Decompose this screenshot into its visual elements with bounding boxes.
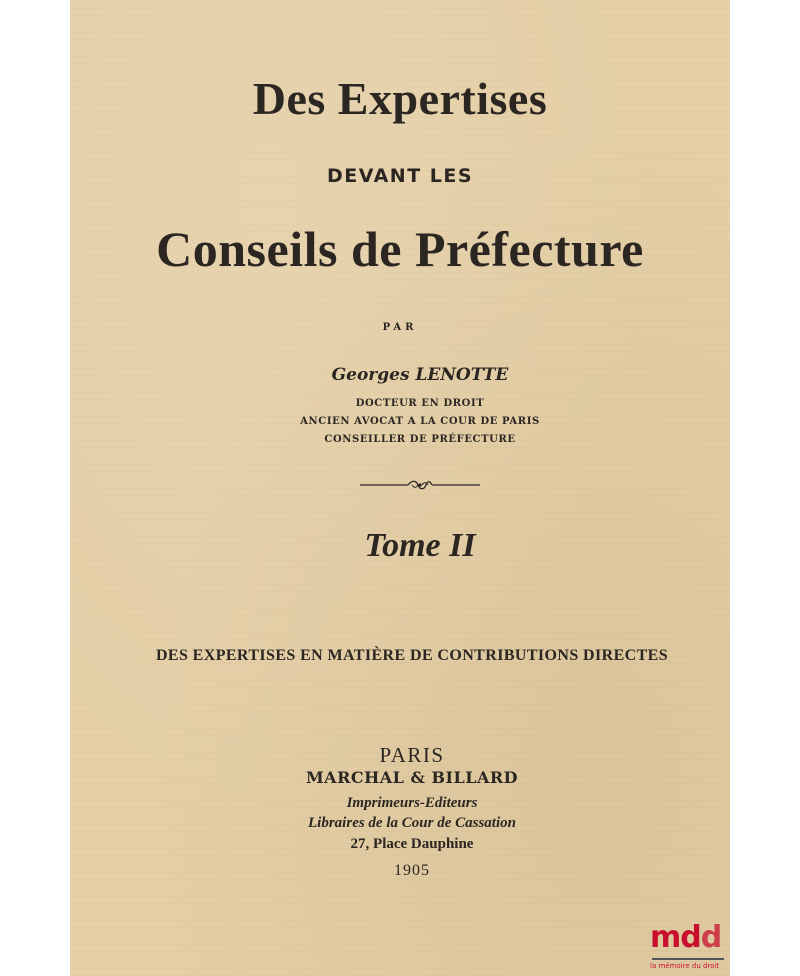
author-credential: CONSEILLER DE PRÉFECTURE [324,434,516,445]
author-name: Georges LENOTTE [331,365,509,385]
author-credential: ANCIEN AVOCAT A LA COUR DE PARIS [300,416,540,427]
title-main: Des Expertises [252,73,548,124]
logo-letter-icon: m [650,920,681,955]
mdd-logo [650,922,728,972]
mdd-logo-mark [650,922,721,954]
title-connector: DEVANT LES [326,165,474,187]
author-credential: DOCTEUR EN DROIT [355,398,485,409]
imprint-year: 1905 [394,862,430,879]
volume-subject: DES EXPERTISES EN MATIÈRE DE CONTRIBUTIONS DIRECTES [155,647,669,664]
title-page [70,0,730,976]
imprint-city: PARIS [379,743,445,767]
by-label: PAR [382,322,418,333]
imprint-role: Imprimeurs-Editeurs [346,795,478,811]
imprint-address: 27, Place Dauphine [350,836,474,852]
imprint-libraires: Libraires de la Cour de Cassation [308,815,516,831]
logo-tagline: la mémoire du droit [650,962,720,970]
ornament-divider-icon [360,478,480,492]
logo-letter-icon: d [680,920,701,955]
title-subject: Conseils de Préfecture [156,221,644,277]
logo-letter-icon: d [700,920,722,955]
volume-label: Tome II [364,527,476,564]
logo-rule [652,958,724,960]
imprint-publisher: MARCHAL & BILLARD [305,768,519,787]
